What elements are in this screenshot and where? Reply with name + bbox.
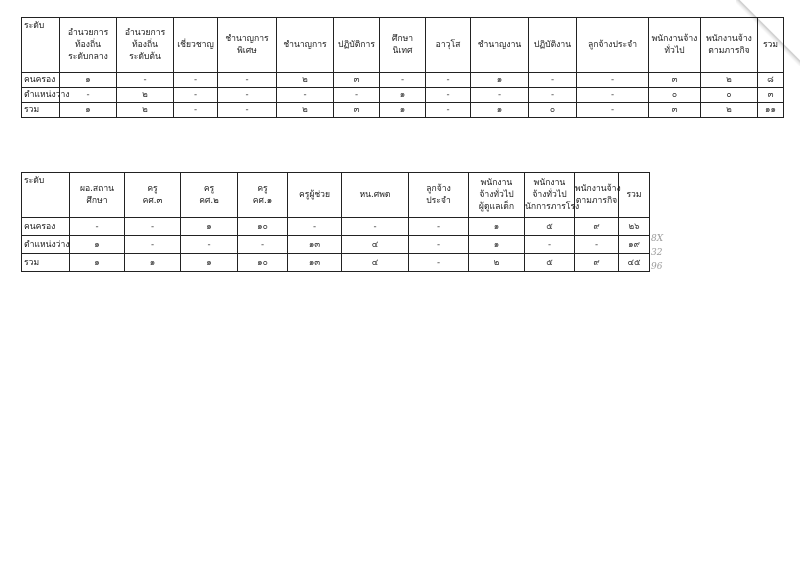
table1-cell: ๒ [701,73,758,88]
table2-row-label: ตำแหน่งว่าง [22,236,70,254]
margin-note: 8X [651,234,664,244]
table1-header-cell [334,18,380,73]
table1-row-label: คนครอง [22,73,60,88]
table1-cell: - [218,103,277,118]
table1-header-line: ชำนาญการ [225,34,269,44]
table1-header-cell [277,18,334,73]
table2-cell: ๑๙ [619,236,650,254]
table2-cell: - [288,218,342,236]
table2-header-line: จ้างทั่วไป [532,190,567,200]
table1-header-cell [60,18,117,73]
table1-header-line: ปฏิบัติงาน [533,40,572,50]
table1-row [22,88,784,103]
table1-header-line: ระดับต้น [129,52,161,62]
table2-header-line: ครู [203,184,215,194]
table2-header-line: ตามภารกิจ [575,196,618,206]
table1-cell: - [174,88,218,103]
table1-cell: ๒ [277,73,334,88]
table2-cell: - [70,218,125,236]
table2-cell: ๑ [125,254,181,272]
table2-cell: ๔๕ [619,254,650,272]
table1-header-cell [701,18,758,73]
table1-corner-label: ระดับ [22,18,60,73]
table2-header-line: จ้างทั่วไป [479,190,514,200]
table2-cell: - [342,218,409,236]
table1-header-line: เชี่ยวชาญ [177,40,214,50]
table2-header-line: หน.ศพด [359,190,391,200]
table1-cell: ๒ [117,88,174,103]
table1-cell: ๒ [117,103,174,118]
table2-header-line: คศ.๓ [142,196,163,206]
table1-header-line: รวม [762,40,779,50]
table1-cell: - [577,103,649,118]
table1-header-line: ท้องถิ่น [74,40,102,50]
table1-header-cell [174,18,218,73]
table2-cell: - [409,254,469,272]
table1-cell: ๒ [277,103,334,118]
table1-cell: - [218,73,277,88]
table2-header-line: ลูกจ้าง [426,184,451,194]
table1-header-cell [758,18,784,73]
table1-header-line: ท้องถิ่น [131,40,159,50]
table2-header-line: ผู้ดูแลเด็ก [478,202,515,212]
table1-cell: ๑ [471,73,529,88]
table2-cell: ๑ [469,236,525,254]
table1-cell: - [117,73,174,88]
staff-table-2 [21,172,650,272]
table1-header-line: ตามภารกิจ [708,46,750,56]
table2-cell: ๒ [469,254,525,272]
table2-row [22,254,650,272]
table1-header-cell [218,18,277,73]
table1-cell: - [426,73,471,88]
table2-header-cell [181,173,238,218]
table1-cell: - [426,88,471,103]
table1-cell: ๑ [380,103,426,118]
table2-cell: ๑ [469,218,525,236]
table1-cell: - [277,88,334,103]
table2-cell: - [125,218,181,236]
table1-header-cell [380,18,426,73]
table1-header-line: ปฏิบัติการ [338,40,375,50]
table2-cell: - [409,236,469,254]
table1-row-label: ตำแหน่งว่าง [22,88,60,103]
table1-header-cell [426,18,471,73]
table2-header-cell [525,173,580,218]
table2-header-line: ประจำ [426,196,451,206]
table2-header-cell [575,173,619,218]
table2-row [22,236,650,254]
table1-cell: ๐ [529,103,577,118]
table2-cell: ๑๐ [238,218,288,236]
table2-cell: ๑ [70,254,125,272]
table1-header-line: ทั่วไป [664,46,685,56]
table2-cell: ๕ [525,254,575,272]
table2-header-cell [342,173,409,218]
table2-header-cell [288,173,342,218]
table2-header-cell [619,173,650,218]
table1-cell: ๑ [60,73,117,88]
table1-header-cell [529,18,577,73]
table2-cell: ๑๓ [288,254,342,272]
table2-header-line: พนักงาน [480,178,513,188]
table2-cell: - [525,236,575,254]
table1-cell: - [529,88,577,103]
table2-cell: ๕ [525,218,575,236]
margin-note: 96 [651,262,663,272]
table2-header-line: พนักงาน [533,178,566,188]
table2-header-cell [238,173,288,218]
table1-header-cell [117,18,174,73]
table2-cell: - [125,236,181,254]
table1-cell: ๓ [649,73,701,88]
table2-header-cell [70,173,125,218]
table2-header-line: ผอ.สถาน [79,184,115,194]
table2-row-label: คนครอง [22,218,70,236]
table1-header-line: ศึกษา [391,34,414,44]
table1-cell: - [577,88,649,103]
table2-cell: ๙ [575,254,619,272]
table1-row [22,73,784,88]
table2-header-row [22,173,650,218]
table2-header-line: คศ.๑ [252,196,273,206]
table2-cell: ๒๖ [619,218,650,236]
table2-cell: - [238,236,288,254]
table2-header-line: ครูผู้ช่วย [298,190,331,200]
margin-notes [651,232,679,274]
table2-header-line: ครู [257,184,268,194]
table2-cell: - [409,218,469,236]
table1-header-line: ชำนาญงาน [477,40,522,50]
table1-cell: - [471,88,529,103]
table1-row-label: รวม [22,103,60,118]
table2-cell: ๔ [342,254,409,272]
table1-cell: ๐ [649,88,701,103]
table2-cell: ๔ [342,236,409,254]
table1-header-line: พนักงานจ้าง [706,34,752,44]
table2-header-line: คศ.๒ [199,196,219,206]
table1-cell: - [218,88,277,103]
table1-cell: ๑ [471,103,529,118]
table2-cell: - [575,236,619,254]
table1-cell: - [60,88,117,103]
table1-cell: ๘ [758,73,784,88]
table1-row [22,103,784,118]
table1-header-line: อำนวยการ [67,28,109,38]
margin-note: 32 [651,248,663,258]
table2-row-label: รวม [22,254,70,272]
table1-header-line: ชำนาญการ [283,40,327,50]
table2-row [22,218,650,236]
table1-cell: ๑๑ [758,103,784,118]
table1-cell: - [577,73,649,88]
table2-header-line: รวม [626,190,642,200]
table2-cell: - [181,236,238,254]
table2-cell: ๑๓ [288,236,342,254]
table1-header-line: ระดับกลาง [68,52,108,62]
table2-cell: ๑๐ [238,254,288,272]
table2-cell: ๙ [575,218,619,236]
table2-header-cell [409,173,469,218]
table2-cell: ๑ [181,218,238,236]
table1-cell: ๓ [649,103,701,118]
table1-cell: ๓ [334,73,380,88]
table1-cell: - [380,73,426,88]
table1-cell: ๐ [701,88,758,103]
staff-table-1 [21,17,784,118]
table1-cell: - [426,103,471,118]
table2-header-line: นักการภารโรง [525,202,580,212]
table1-header-line: ลูกจ้างประจำ [587,40,638,50]
table1-header-line: อาวุโส [435,40,461,50]
table1-header-cell [577,18,649,73]
table1-cell: ๒ [701,103,758,118]
table1-cell: - [174,73,218,88]
table1-cell: ๓ [334,103,380,118]
table1-cell: - [174,103,218,118]
table1-header-cell [471,18,529,73]
table1-header-line: อำนวยการ [124,28,166,38]
table2-header-cell [125,173,181,218]
table2-cell: ๑ [181,254,238,272]
table2-header-line: พนักงานจ้าง [575,184,621,194]
table1-header-cell [649,18,701,73]
table1-cell: - [334,88,380,103]
table2-header-line: ศึกษา [86,196,108,206]
table1-cell: ๓ [758,88,784,103]
table2-cell: ๑ [70,236,125,254]
table2-corner-label: ระดับ [22,173,70,218]
table1-cell: ๑ [380,88,426,103]
table1-header-line: นิเทศ [392,46,413,56]
table2-header-line: ครู [147,184,158,194]
table1-cell: - [529,73,577,88]
table1-header-row [22,18,784,73]
table1-header-line: พนักงานจ้าง [651,34,698,44]
table1-cell: ๑ [60,103,117,118]
table1-header-line: พิเศษ [237,46,257,56]
table2-header-cell [469,173,525,218]
